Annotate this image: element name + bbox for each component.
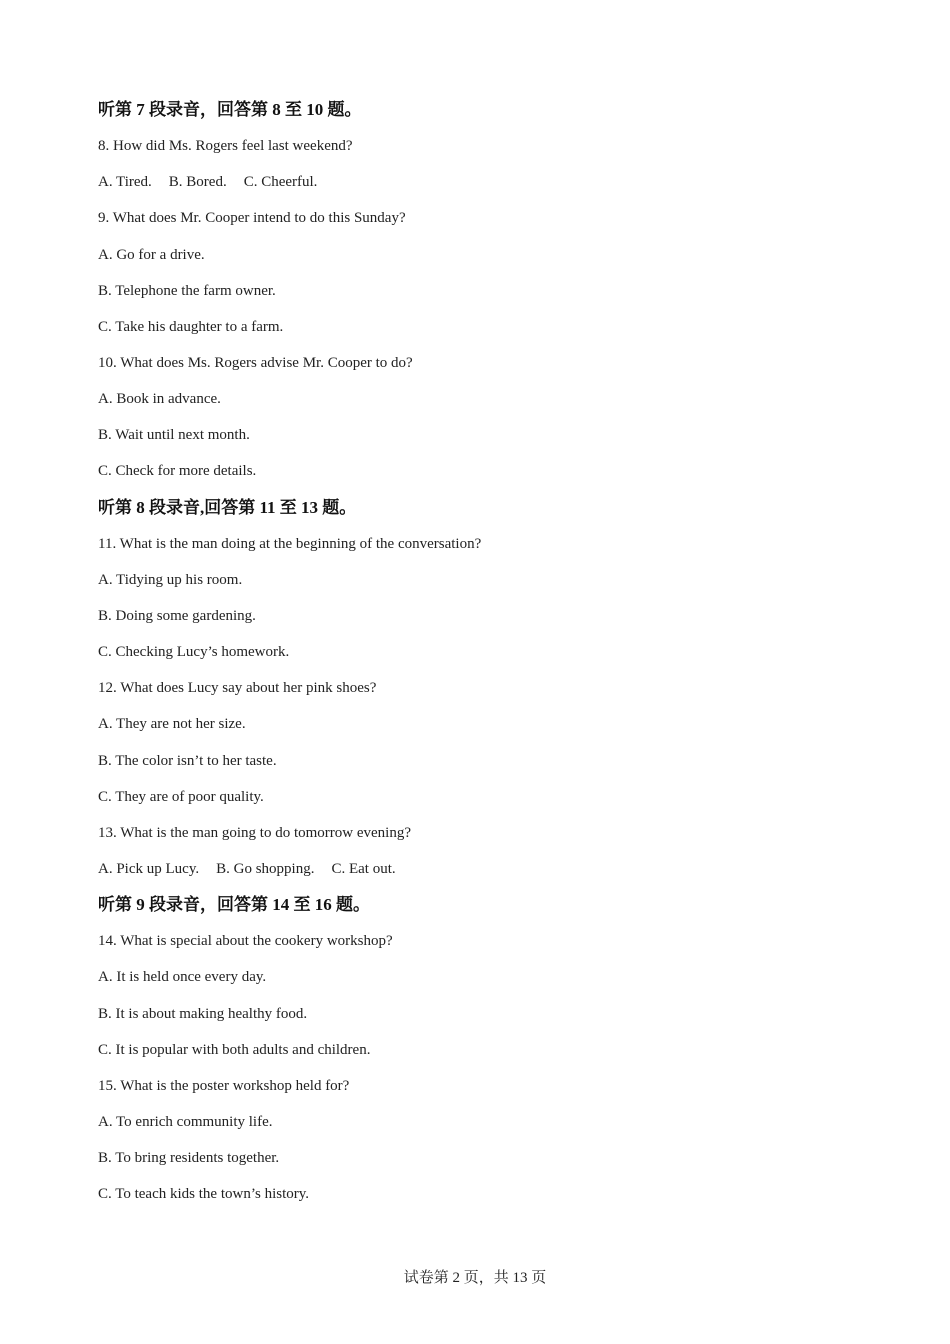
q14-option-c: C. It is popular with both adults and children. bbox=[98, 1041, 371, 1058]
section-8-heading: 听第 8 段录音,回答第 11 至 13 题。 bbox=[98, 497, 357, 517]
question-14: 14. What is special about the cookery workshop? bbox=[98, 933, 393, 950]
q12-option-b: B. The color isn’t to her taste. bbox=[98, 752, 277, 769]
question-15: 15. What is the poster workshop held for? bbox=[98, 1077, 350, 1094]
question-13-options bbox=[98, 856, 898, 892]
question-13: 13. What is the man going to do tomorrow evening? bbox=[98, 824, 412, 841]
q9-option-b: B. Telephone the farm owner. bbox=[98, 282, 276, 299]
q9-option-a: A. Go for a drive. bbox=[98, 246, 205, 263]
q15-option-b: B. To bring residents together. bbox=[98, 1150, 280, 1167]
q15-option-c: C. To teach kids the town’s history. bbox=[98, 1186, 310, 1203]
q8-option-b: B. Bored. bbox=[168, 174, 227, 191]
q10-option-a: A. Book in advance. bbox=[98, 391, 221, 408]
q14-option-b: B. It is about making healthy food. bbox=[98, 1005, 308, 1022]
q11-option-b: B. Doing some gardening. bbox=[98, 607, 256, 624]
question-10: 10. What does Ms. Rogers advise Mr. Cooper to do? bbox=[98, 354, 413, 371]
exam-page-content bbox=[98, 97, 898, 1217]
question-8-options bbox=[98, 169, 898, 205]
q12-option-a: A. They are not her size. bbox=[98, 716, 246, 733]
q9-option-c: C. Take his daughter to a farm. bbox=[98, 318, 284, 335]
question-9: 9. What does Mr. Cooper intend to do this Sunday? bbox=[98, 210, 406, 227]
q8-option-a: A. Tired. bbox=[98, 174, 152, 191]
question-11: 11. What is the man doing at the beginning of the conversation? bbox=[98, 535, 482, 552]
q13-option-c: C. Eat out. bbox=[331, 860, 396, 877]
page-footer: 试卷第 2 页，共 13 页 bbox=[403, 1270, 547, 1286]
q11-option-a: A. Tidying up his room. bbox=[98, 571, 243, 588]
q8-option-c: C. Cheerful. bbox=[243, 174, 318, 191]
q11-option-c: C. Checking Lucy’s homework. bbox=[98, 644, 290, 661]
question-8: 8. How did Ms. Rogers feel last weekend? bbox=[98, 138, 353, 155]
section-7-heading: 听第 7 段录音，回答第 8 至 10 题。 bbox=[98, 100, 362, 119]
q13-option-a: A. Pick up Lucy. bbox=[98, 860, 200, 877]
q14-option-a: A. It is held once every day. bbox=[98, 969, 267, 986]
q12-option-c: C. They are of poor quality. bbox=[98, 788, 264, 805]
question-12: 12. What does Lucy say about her pink shoes? bbox=[98, 680, 377, 697]
q10-option-b: B. Wait until next month. bbox=[98, 427, 250, 444]
q13-option-b: B. Go shopping. bbox=[216, 860, 315, 877]
q15-option-a: A. To enrich community life. bbox=[98, 1113, 273, 1130]
section-9-heading: 听第 9 段录音，回答第 14 至 16 题。 bbox=[98, 895, 370, 915]
q10-option-c: C. Check for more details. bbox=[98, 463, 257, 480]
